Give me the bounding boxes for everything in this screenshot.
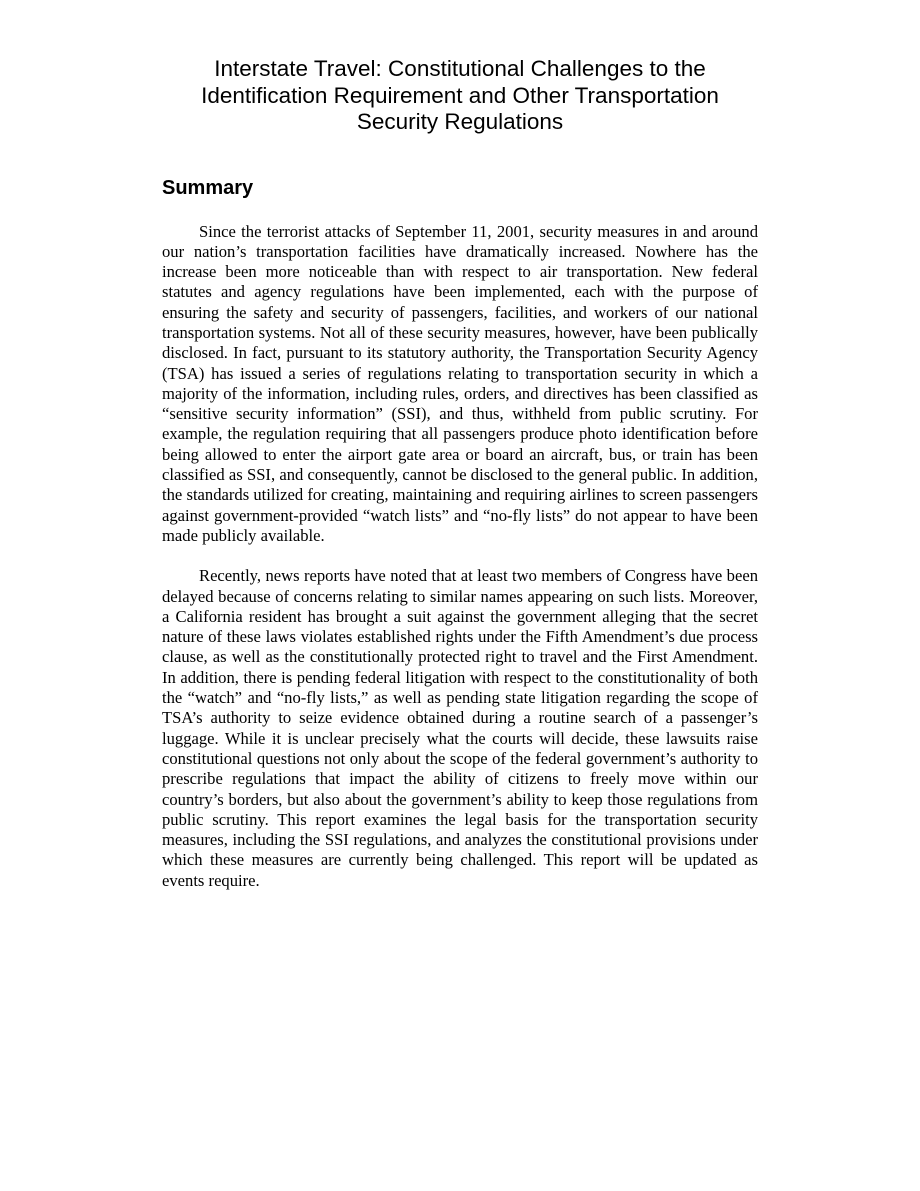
section-heading-summary: Summary bbox=[162, 176, 254, 199]
document-page bbox=[162, 56, 758, 891]
summary-paragraph-1: Since the terrorist attacks of September 11, 2001, security measures in and around our nation’s transportation facilities have dramatically increased. Nowhere has the increase been more noticeable than with respect to air transportation. New federal statutes and agency regulations have been implemented, each with the purpose of ensuring the safety and security of passengers, facilities, and workers of our national transportation systems. Not all of these security measures, however, have been publically disclosed. In fact, pursuant to its statutory authority, the Transportation Security Agency (TSA) has issued a series of regulations relating to transportation security in which a majority of the information, including rules, orders, and directives has been classified as “sensitive security information” (SSI), and thus, withheld from public scrutiny. For example, the regulation requiring that all passengers produce photo identification before being allowed to enter the airport gate area or board an aircraft, bus, or train has been classified as SSI, and consequently, cannot be disclosed to the general public. In addition, the standards utilized for creating, maintaining and requiring airlines to screen passengers against government-provided “watch lists” and “no-fly lists” do not appear to have been made publicly available. bbox=[162, 221, 758, 545]
summary-paragraph-2: Recently, news reports have noted that at least two members of Congress have been delayed because of concerns relating to similar names appearing on such lists. Moreover, a California resident has brought a suit against the government alleging that the secret nature of these laws violates established rights under the Fifth Amendment’s due process clause, as well as the constitutionally protected right to travel and the First Amendment. In addition, there is pending federal litigation with respect to the constitutionality of both the “watch” and “no-fly lists,” as well as pending state litigation regarding the scope of TSA’s authority to seize evidence obtained during a routine search of a passenger’s luggage. While it is unclear precisely what the courts will decide, these lawsuits raise constitutional questions not only about the scope of the federal government’s authority to prescribe regulations that impact the ability of citizens to freely move within our country’s borders, but also about the government’s ability to keep those regulations from public scrutiny. This report examines the legal basis for the transportation security measures, including the SSI regulations, and analyzes the constitutional provisions under which these measures are currently being challenged. This report will be updated as events require. bbox=[162, 566, 758, 890]
document-title: Interstate Travel: Constitutional Challenges to the Identification Requirement and Other Transportation Security Regulations bbox=[201, 56, 719, 134]
